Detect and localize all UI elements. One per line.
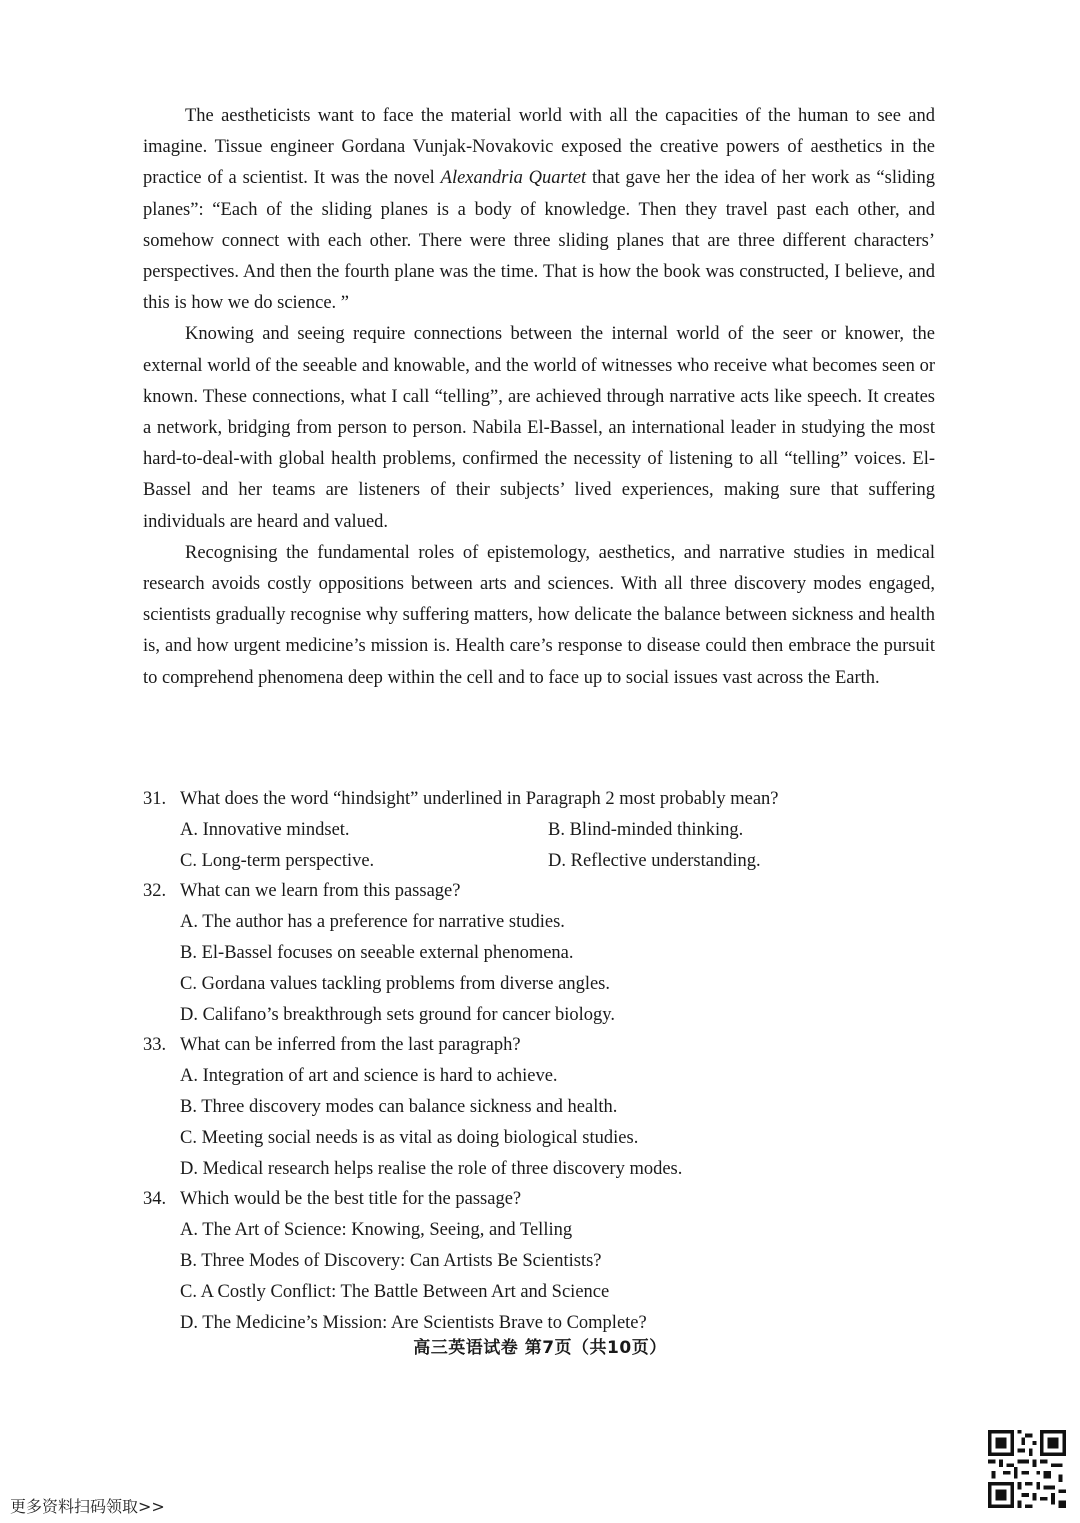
- question-32: [143, 876, 935, 1030]
- paragraph-aesthetics: [143, 101, 935, 319]
- option-d: D. Califano’s breakthrough sets ground for cancer biology.: [180, 1004, 615, 1025]
- option-b: B. Three Modes of Discovery: Can Artists Be Scientists?: [180, 1250, 602, 1271]
- novel-title: Alexandria Quartet: [440, 168, 587, 189]
- option-d: D. The Medicine’s Mission: Are Scientists Brave to Complete?: [180, 1312, 647, 1333]
- question-number: 32.: [143, 881, 167, 902]
- question-stem: What can be inferred from the last paragraph?: [180, 1035, 521, 1056]
- option-c: C. Meeting social needs is as vital as doing biological studies.: [180, 1127, 639, 1148]
- question-stem: Which would be the best title for the passage?: [180, 1189, 522, 1210]
- option-a: A. The author has a preference for narrative studies.: [180, 912, 565, 933]
- page-footer: 高三英语试卷 第7页（共10页）: [413, 1338, 667, 1358]
- option-c: C. A Costly Conflict: The Battle Between Art and Science: [180, 1281, 610, 1302]
- option-a: A. Integration of art and science is hard to achieve.: [180, 1066, 558, 1087]
- option-c: C. Long-term perspective.: [180, 850, 375, 871]
- option-b: B. Blind-minded thinking.: [548, 819, 744, 840]
- reading-passage: [143, 101, 935, 694]
- option-d: D. Medical research helps realise the role of three discovery modes.: [180, 1158, 683, 1179]
- option-b: B. Three discovery modes can balance sickness and health.: [180, 1096, 618, 1117]
- option-a: A. The Art of Science: Knowing, Seeing, and Telling: [180, 1220, 573, 1241]
- question-31: [143, 784, 935, 876]
- question-33: [143, 1030, 935, 1184]
- question-stem: What does the word “hindsight” underlined in Paragraph 2 most probably mean?: [180, 789, 779, 809]
- question-stem: What can we learn from this passage?: [180, 881, 461, 902]
- option-c: C. Gordana values tackling problems from diverse angles.: [180, 973, 611, 994]
- question-34: [143, 1184, 935, 1338]
- option-d: D. Reflective understanding.: [548, 850, 761, 871]
- qr-code-icon[interactable]: [988, 1430, 1066, 1508]
- option-b: B. El-Bassel focuses on seeable external phenomena.: [180, 942, 574, 963]
- question-number: 34.: [143, 1189, 167, 1210]
- question-number: 33.: [143, 1035, 167, 1056]
- paragraph-telling: Knowing and seeing require connections between the internal world of the seer or knower, the external world of the seeable and knowable, and the world of witnesses who receive what becomes seen or known. These connections, what I call “telling”, are achieved through narrative acts like speech. It creates a network, bridging from person to person. Nabila El-Bassel, an international leader in studying the most hard-to-deal-with global health problems, confirmed the necessity of listening to all “telling” voices. El-Bassel and her teams are listeners of their subjects’ lived experiences, making sure that suffering individuals are heard and valued.: [143, 324, 935, 532]
- question-list: [143, 784, 935, 1338]
- paragraph-aesthetics-text-b: that gave her the idea of her work as “sliding planes”: “Each of the sliding planes is a body of knowledge. Then they travel past each other, and somehow connect with each other. There were three sliding planes that are three different characters’ perspectives. And then the fourth plane was the time. That is how the book was constructed, I believe, and this is how we do science. ”: [143, 168, 935, 314]
- promo-link[interactable]: 更多资料扫码领取>>: [10, 1497, 165, 1516]
- option-a: A. Innovative mindset.: [180, 819, 350, 840]
- paragraph-aesthetics-text-a: The aestheticists want to face the material world with all the capacities of the human to see and imagine. Tissue engineer Gordana Vunjak-Novakovic exposed the creative powers of aesthetics in the practice of a scientist. It was the novel: [143, 106, 935, 189]
- paragraph-conclusion: Recognising the fundamental roles of epistemology, aesthetics, and narrative studies in medical research avoids costly oppositions between arts and sciences. With all three discovery modes engaged, scientists gradually recognise why suffering matters, how delicate the balance between sickness and health is, and how urgent medicine’s mission is. Health care’s response to disease could then embrace the pursuit to comprehend phenomena deep within the cell and to face up to social issues vast across the Earth.: [143, 542, 935, 688]
- question-number: 31.: [143, 789, 167, 809]
